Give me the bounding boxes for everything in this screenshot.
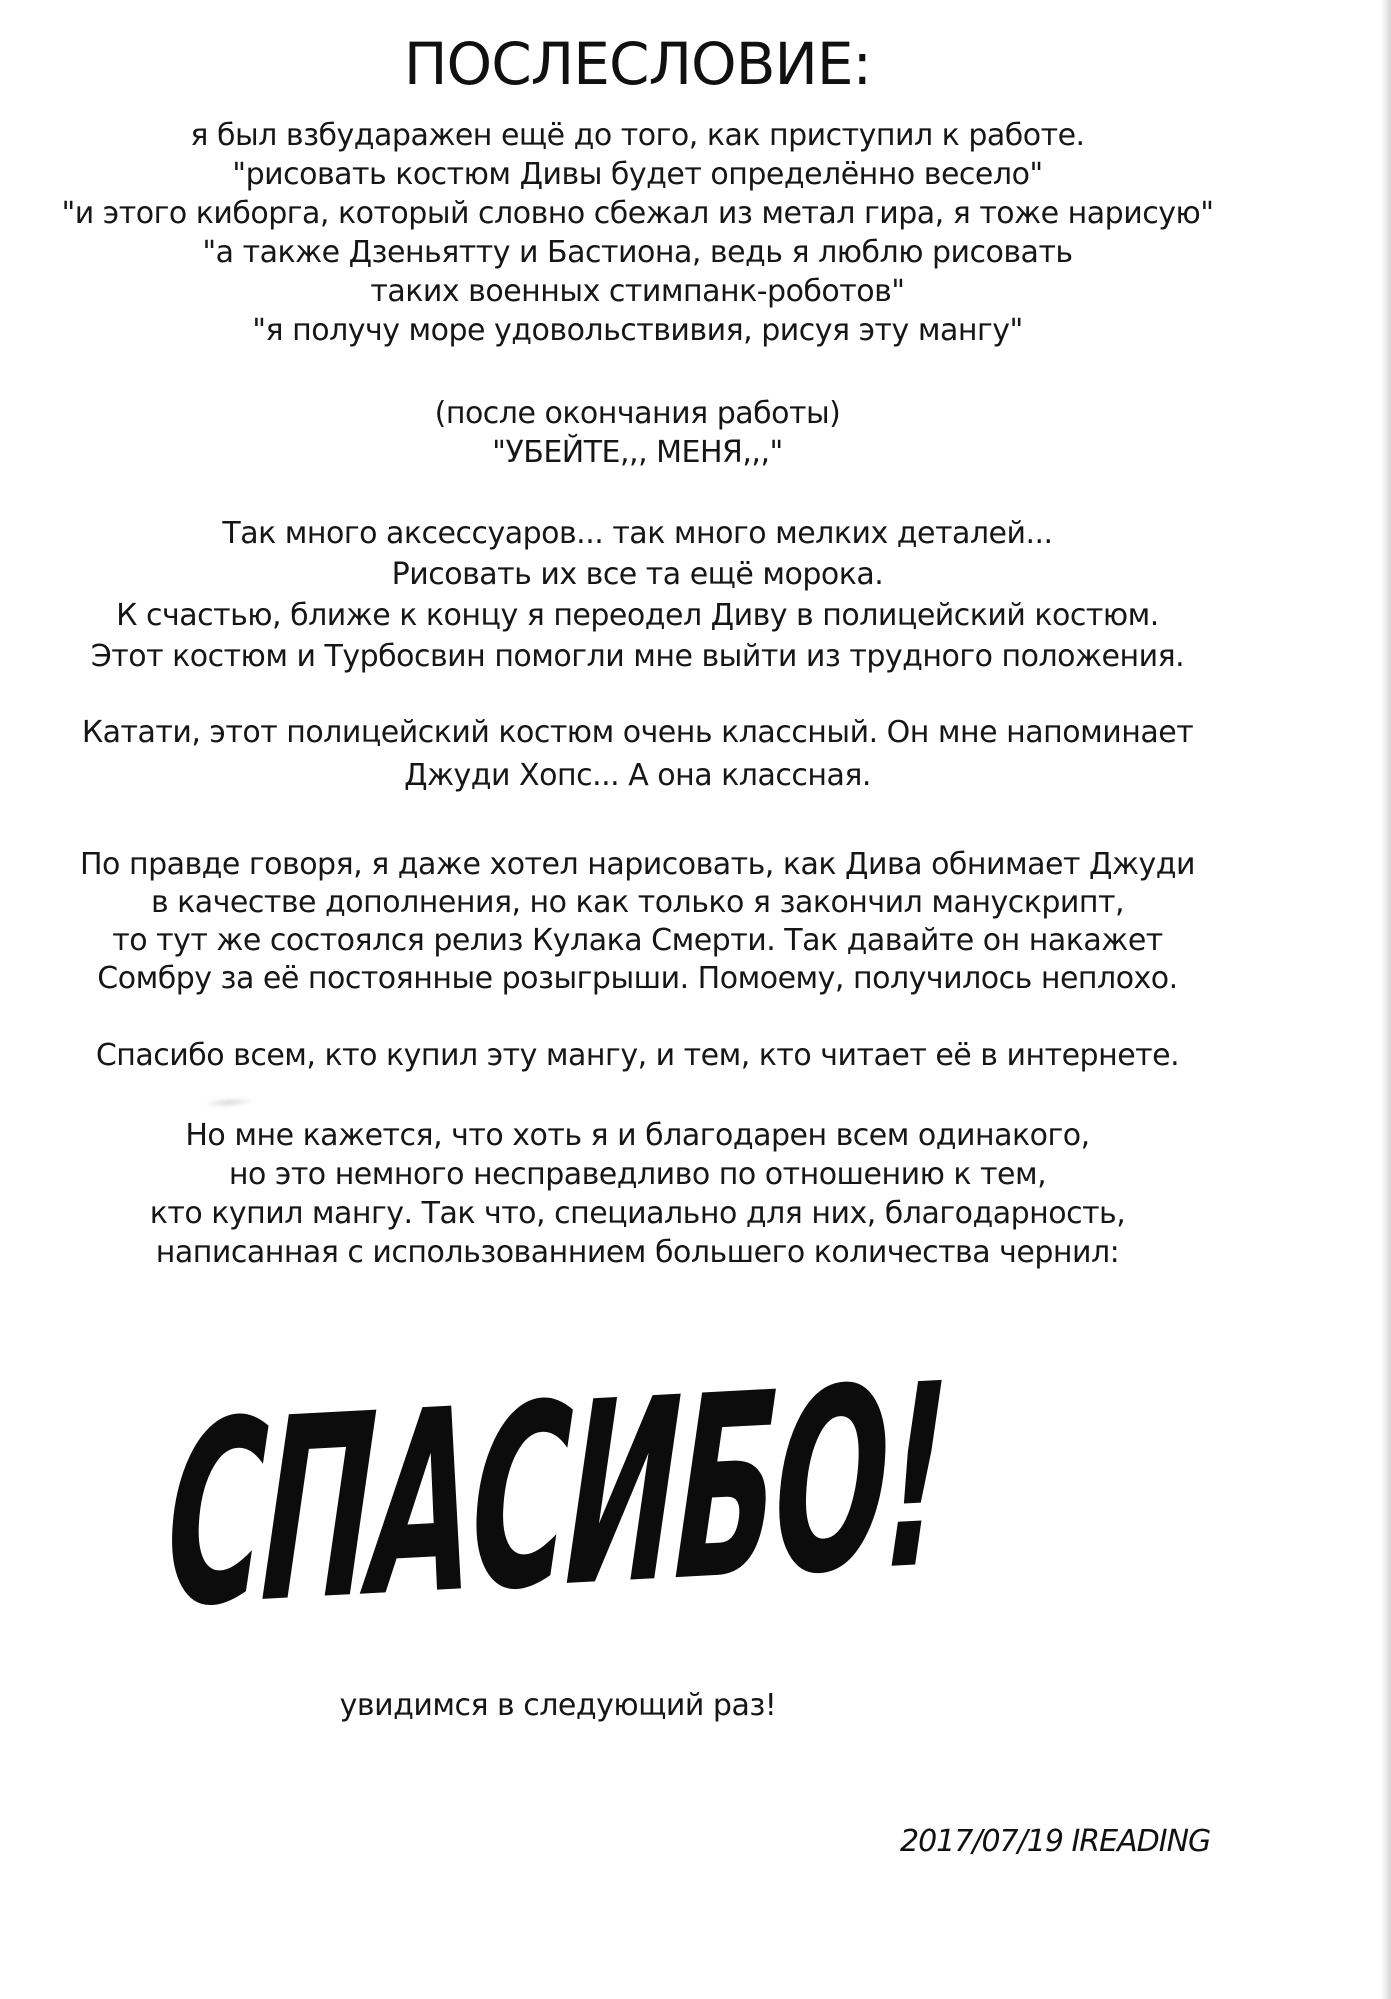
paragraph-doomfist	[0, 846, 1275, 998]
paragraph-intro-excitement	[0, 116, 1275, 350]
text-line: Но мне кажется, что хоть я и благодарен всем одинакого,	[185, 1118, 1090, 1153]
text-line: Джуди Хопс... А она классная.	[404, 758, 871, 793]
text-line: но это немного несправедливо по отношению к тем,	[228, 1157, 1047, 1192]
text-line: По правде говоря, я даже хотел нарисовать, как Дива обнимает Джуди	[80, 847, 1195, 882]
paragraph-after-work	[0, 394, 1275, 472]
text-line: кто купил мангу. Так что, специально для них, благодарность,	[149, 1196, 1126, 1231]
paragraph-thanks-readers	[0, 1037, 1275, 1075]
text-line: Сомбру за её постоянные розыгрыши. Помоему, получилось неплохо.	[97, 961, 1178, 996]
text-line: К счастью, ближе к концу я переодел Диву в полицейский костюм.	[116, 598, 1159, 633]
text-line: таких военных стимпанк-роботов"	[370, 274, 905, 309]
scan-smudge-artifact	[203, 1096, 256, 1109]
paragraph-police-costume	[0, 711, 1275, 797]
paragraph-special-thanks	[0, 1116, 1275, 1272]
text-line: Катати, этот полицейский костюм очень классный. Он мне напоминает	[81, 715, 1194, 750]
signature-date: 2017/07/19 IREADING	[900, 1824, 1211, 1859]
text-line: Рисовать их все та ещё морока.	[391, 557, 884, 592]
page-title: ПОСЛЕСЛОВИЕ:	[403, 30, 872, 98]
paragraph-accessories	[0, 513, 1275, 677]
closing-line: увидимся в следующий раз!	[339, 1688, 777, 1723]
text-line: я был взбударажен ещё до того, как приступил к работе.	[190, 118, 1085, 153]
big-thanks-text: СПАСИБО!	[162, 1330, 950, 1664]
text-line: "УБЕЙТЕ,,, МЕНЯ,,,"	[492, 435, 783, 470]
text-line: написанная с использованнием большего количества чернил:	[155, 1235, 1120, 1270]
text-line: то тут же состоялся релиз Кулака Смерти. Так давайте он накажет	[112, 923, 1163, 958]
text-line: "я получу море удовольствивия, рисуя эту мангу"	[252, 313, 1023, 348]
text-line: Этот костюм и Турбосвин помогли мне выйти из трудного положения.	[90, 639, 1185, 674]
page-edge-shadow	[1381, 0, 1391, 1999]
text-line: (после окончания работы)	[434, 396, 841, 431]
text-line: Спасибо всем, кто купил эту мангу, и тем, кто читает её в интернете.	[95, 1038, 1180, 1073]
text-line: в качестве дополнения, но как только я закончил манускрипт,	[150, 885, 1125, 920]
text-line: Так много аксессуаров... так много мелких деталей...	[222, 516, 1053, 551]
text-line: "а также Дзеньятту и Бастиона, ведь я люблю рисовать	[202, 235, 1073, 270]
text-line: "рисовать костюм Дивы будет определённо весело"	[232, 157, 1043, 192]
text-line: "и этого киборга, который словно сбежал из метал гира, я тоже нарисую"	[61, 196, 1214, 231]
